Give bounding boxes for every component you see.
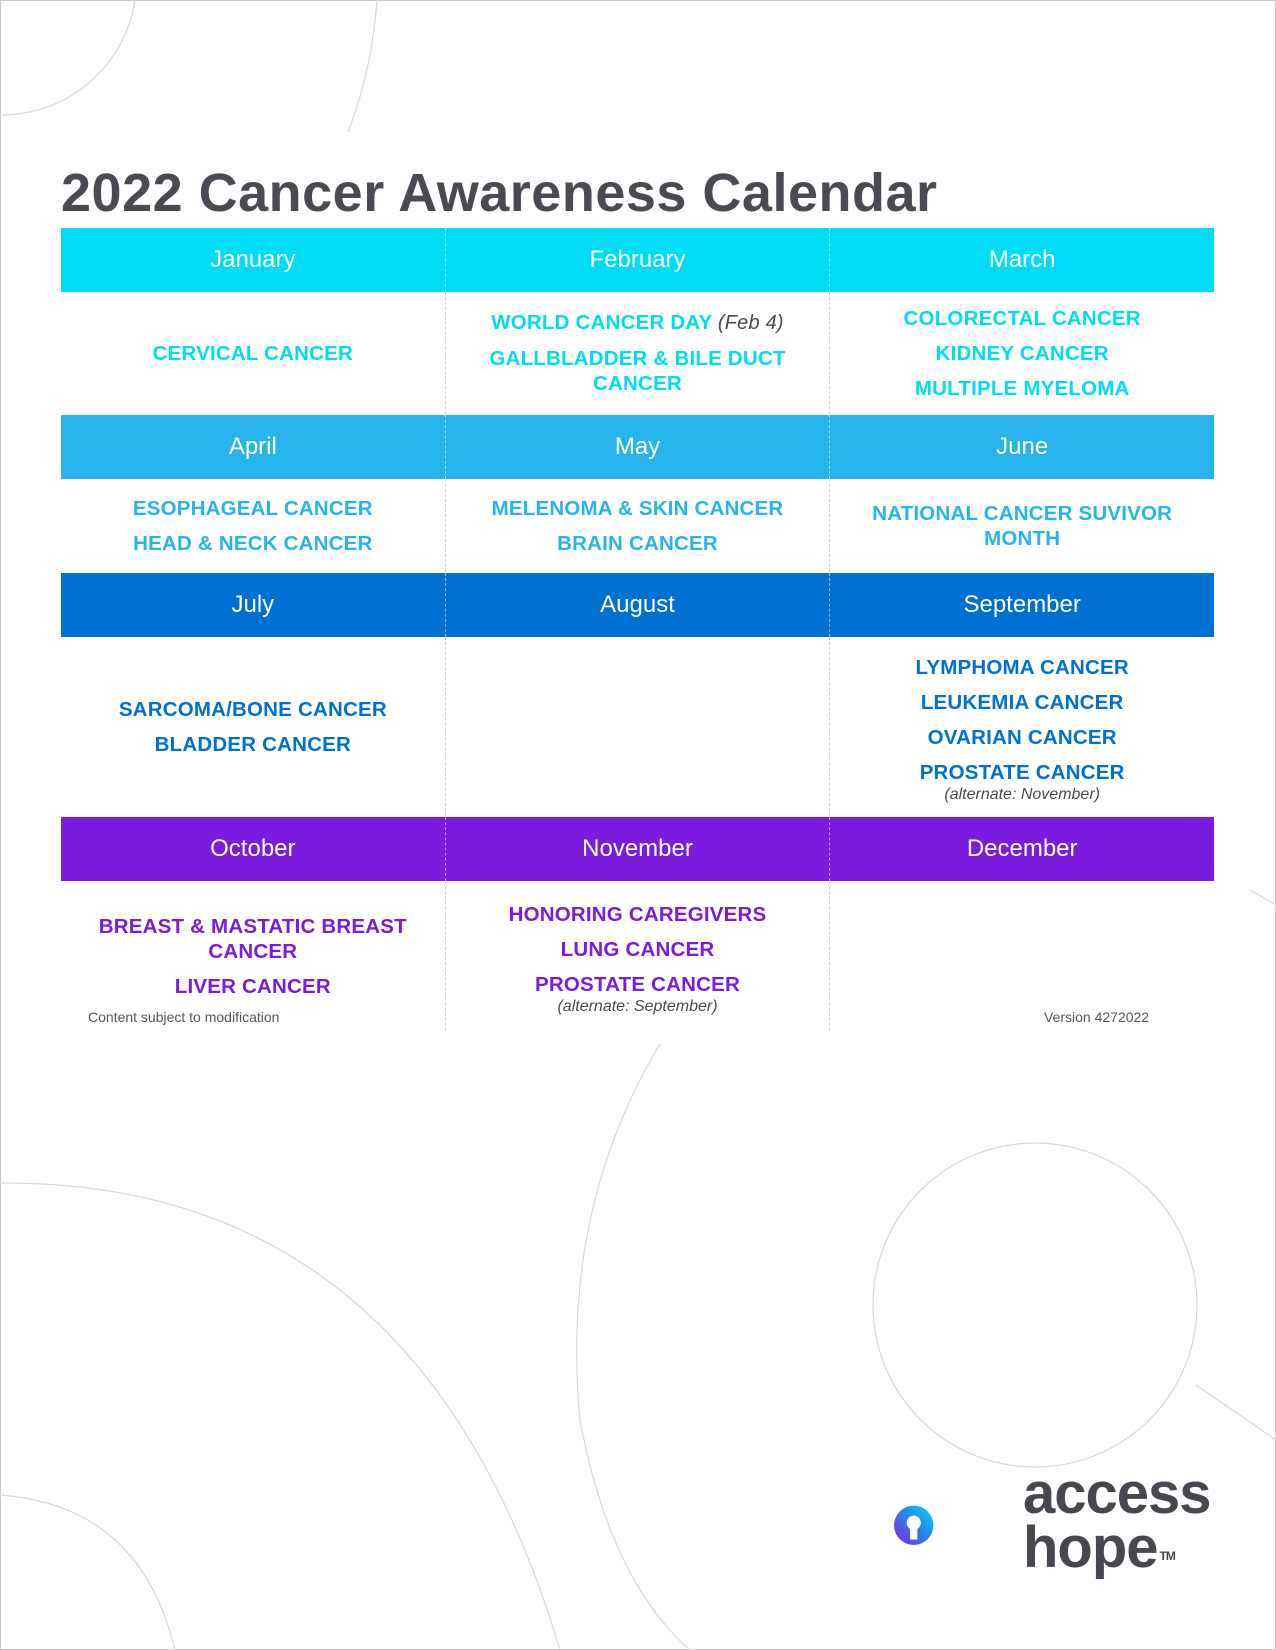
event-title: SARCOMA/BONE CANCER — [118, 697, 387, 721]
quarter-header-row — [61, 415, 1214, 479]
event-item — [446, 346, 830, 396]
event-title: WORLD CANCER DAY — [491, 311, 712, 334]
event-title: BREAST & MASTATIC BREAST CANCER — [98, 914, 407, 963]
access-hope-logo-icon — [893, 1468, 1013, 1583]
event-title: MULTIPLE MYELOMA — [914, 376, 1130, 400]
event-item — [537, 531, 738, 556]
event-item — [896, 655, 1149, 680]
event-title: HEAD & NECK CANCER — [133, 531, 373, 555]
event-title: ESOPHAGEAL CANCER — [132, 496, 373, 520]
event-item — [541, 937, 735, 962]
event-title: HONORING CAREGIVERS — [508, 902, 767, 926]
event-item — [113, 531, 392, 556]
event-title: CERVICAL CANCER — [152, 341, 354, 365]
event-title: OVARIAN CANCER — [927, 725, 1117, 749]
event-title: GALLBLADDER & BILE DUCT CANCER — [489, 347, 786, 395]
event-item — [61, 914, 445, 964]
month-header-june: June — [996, 433, 1049, 460]
page-title: 2022 Cancer Awareness Calendar — [61, 163, 938, 223]
access-hope-wordmark — [1023, 1461, 1211, 1580]
event-item — [155, 974, 351, 999]
event-title: LUNG CANCER — [560, 937, 715, 961]
trademark-symbol: TM — [1159, 1549, 1175, 1563]
month-header-april: April — [61, 415, 446, 479]
event-alternate-note: (alternate: September) — [557, 997, 718, 1015]
quarter-header-row — [61, 228, 1214, 292]
disclaimer-text: Content subject to modification — [88, 1009, 280, 1025]
event-item — [133, 341, 373, 366]
month-cell-april — [61, 479, 446, 572]
event-title: PROSTATE CANCER — [919, 760, 1125, 784]
event-item — [830, 501, 1214, 551]
month-header-october: October — [61, 817, 446, 881]
month-cell-january — [61, 292, 446, 414]
event-item — [895, 376, 1150, 401]
quarter-events-row — [61, 479, 1214, 572]
quarter-events-row — [61, 637, 1214, 816]
month-cell-september — [830, 637, 1214, 816]
month-header-september: September — [963, 591, 1081, 618]
month-cell-december — [830, 881, 1214, 1031]
event-item — [472, 496, 804, 521]
quarter-header-row — [61, 817, 1214, 881]
event-title: LYMPHOMA CANCER — [915, 655, 1129, 679]
month-cell-february — [446, 292, 831, 414]
event-title: PROSTATE CANCER — [535, 972, 740, 996]
event-title: BRAIN CANCER — [557, 531, 718, 555]
month-header-january: January — [61, 228, 446, 292]
month-cell-july — [61, 637, 446, 816]
month-header-february: February — [446, 228, 831, 292]
event-title: NATIONAL CANCER SUVIVOR MONTH — [872, 501, 1173, 550]
month-cell-august — [446, 637, 831, 816]
event-item — [908, 725, 1137, 750]
event-date-note: (Feb 4) — [717, 312, 784, 334]
event-title: BLADDER CANCER — [154, 732, 352, 756]
logo-line-hope: hope — [1023, 1515, 1158, 1580]
event-item — [884, 306, 1161, 331]
version-text: Version 4272022 — [1044, 1009, 1150, 1025]
month-header-july: July — [61, 573, 446, 637]
event-title: LIVER CANCER — [174, 974, 331, 998]
event-item — [515, 972, 760, 997]
month-header-november: November — [446, 817, 831, 881]
event-item — [916, 341, 1129, 366]
event-item — [489, 902, 787, 927]
event-title: COLORECTAL CANCER — [903, 306, 1141, 330]
month-header-march: March — [988, 246, 1056, 273]
quarter-header-row — [61, 573, 1214, 637]
event-item — [901, 690, 1144, 715]
month-cell-november — [446, 881, 831, 1031]
month-header-august: August — [446, 573, 831, 637]
logo-line-access: access — [1023, 1461, 1211, 1526]
event-title: LEUKEMIA CANCER — [920, 690, 1124, 714]
event-item — [135, 732, 371, 757]
event-item — [900, 760, 1145, 785]
month-cell-march — [830, 292, 1214, 414]
event-item — [113, 496, 393, 521]
month-header-may: May — [446, 415, 831, 479]
quarter-events-row — [61, 292, 1214, 414]
month-cell-may — [446, 479, 831, 572]
event-item — [471, 310, 804, 336]
event-alternate-note: (alternate: November) — [944, 785, 1100, 803]
month-header-december: December — [966, 835, 1078, 862]
month-cell-june — [830, 479, 1214, 572]
event-title: KIDNEY CANCER — [935, 341, 1109, 365]
event-title: MELENOMA & SKIN CANCER — [491, 496, 784, 520]
event-item — [99, 697, 407, 722]
